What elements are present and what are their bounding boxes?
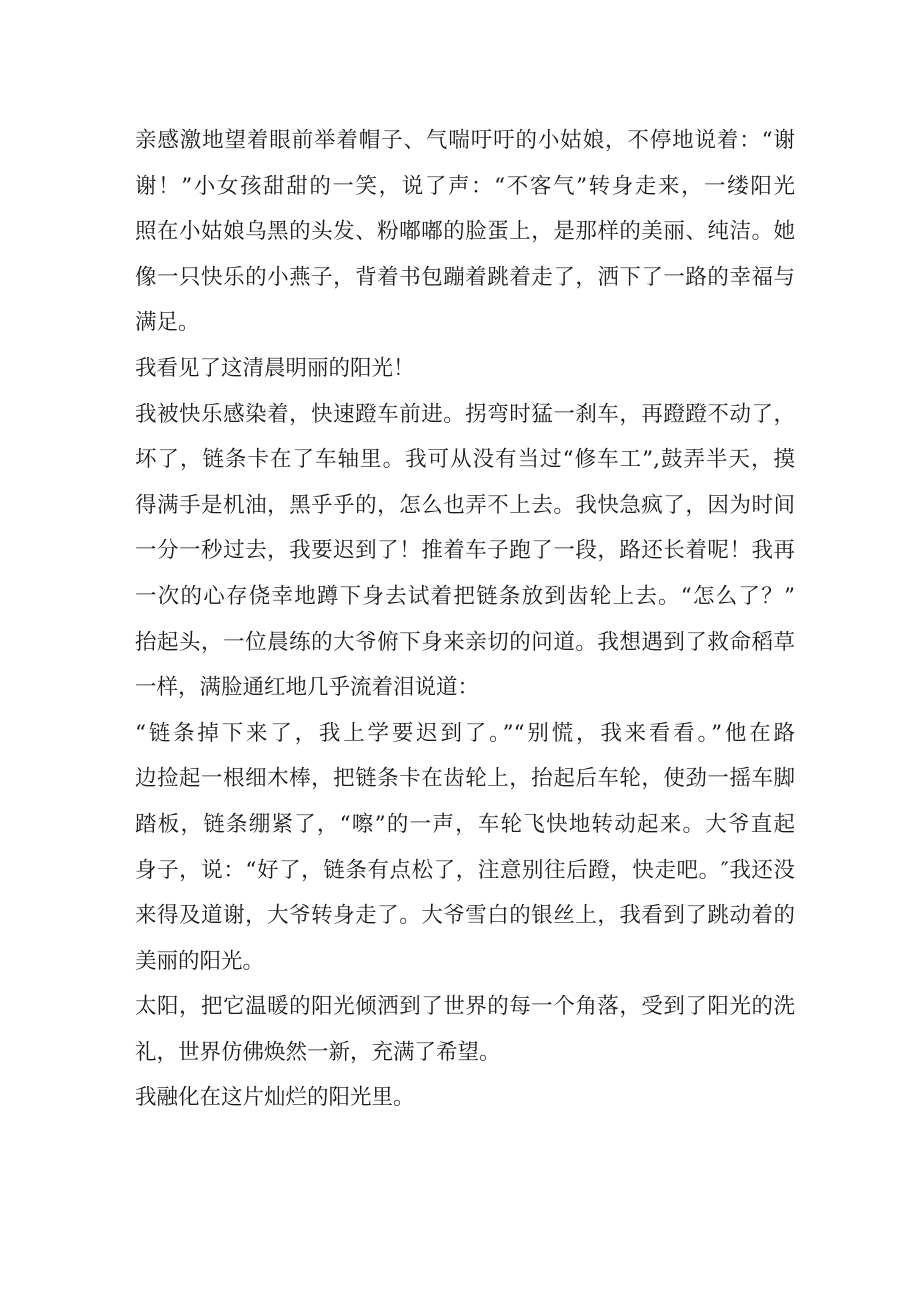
text-line: 得满手是机油，黑乎乎的，怎么也弄不上去。我快急疯了，因为时间 <box>135 492 795 518</box>
text-line: 我看见了这清晨明丽的阳光！ <box>135 355 415 381</box>
text-line: 谢！”小女孩甜甜的一笑，说了声：“不客气”转身走来，一缕阳光 <box>135 173 795 199</box>
paragraph-6 <box>135 1075 795 1121</box>
text-line: 照在小姑娘乌黑的头发、粉嘟嘟的脸蛋上，是那样的美丽、纯洁。她 <box>135 219 795 245</box>
essay-body <box>135 118 795 1121</box>
paragraph-5 <box>135 984 795 1075</box>
text-line: 我被快乐感染着，快速蹬车前进。拐弯时猛一刹车，再蹬蹬不动了， <box>135 401 795 427</box>
text-line: 踏板，链条绷紧了，“嚓”的一声，车轮飞快地转动起来。大爷直起 <box>135 811 795 837</box>
text-line: 亲感激地望着眼前举着帽子、气喘吁吁的小姑娘，不停地说着：“谢 <box>135 128 795 153</box>
text-line: 满足。 <box>135 310 200 336</box>
text-line: 身子，说：“好了，链条有点松了，注意别往后蹬，快走吧。″我还没 <box>135 857 795 883</box>
text-line: 一次的心存侥幸地蹲下身去试着把链条放到齿轮上去。“怎么了？” <box>135 583 795 609</box>
paragraph-3 <box>135 392 795 711</box>
text-line: 一样，满脸通红地几乎流着泪说道： <box>135 675 480 701</box>
text-line: 美丽的阳光。 <box>135 948 265 974</box>
text-line: “链条掉下来了，我上学要迟到了。”“别慌，我来看看。”他在路 <box>135 720 795 746</box>
text-line: 坏了，链条卡在了车轴里。我可从没有当过“修车工”,鼓弄半天，摸 <box>135 447 795 473</box>
text-line: 我融化在这片灿烂的阳光里。 <box>135 1085 415 1111</box>
paragraph-4 <box>135 711 795 985</box>
text-line: 抬起头，一位晨练的大爷俯下身来亲切的问道。我想遇到了救命稻草 <box>135 629 795 655</box>
text-line: 一分一秒过去，我要迟到了！推着车子跑了一段，路还长着呢！我再 <box>135 538 795 564</box>
paragraph-1 <box>135 118 795 346</box>
text-line: 太阳，把它温暖的阳光倾洒到了世界的每一个角落，受到了阳光的洗 <box>135 994 795 1020</box>
text-line: 像一只快乐的小燕子，背着书包蹦着跳着走了，洒下了一路的幸福与 <box>135 264 795 290</box>
text-line: 礼，世界仿佛焕然一新，充满了希望。 <box>135 1039 501 1065</box>
text-line: 边捡起一根细木棒，把链条卡在齿轮上，抬起后车轮，使劲一摇车脚 <box>135 766 795 792</box>
paragraph-2 <box>135 346 795 392</box>
text-line: 来得及道谢，大爷转身走了。大爷雪白的银丝上，我看到了跳动着的 <box>135 903 795 929</box>
